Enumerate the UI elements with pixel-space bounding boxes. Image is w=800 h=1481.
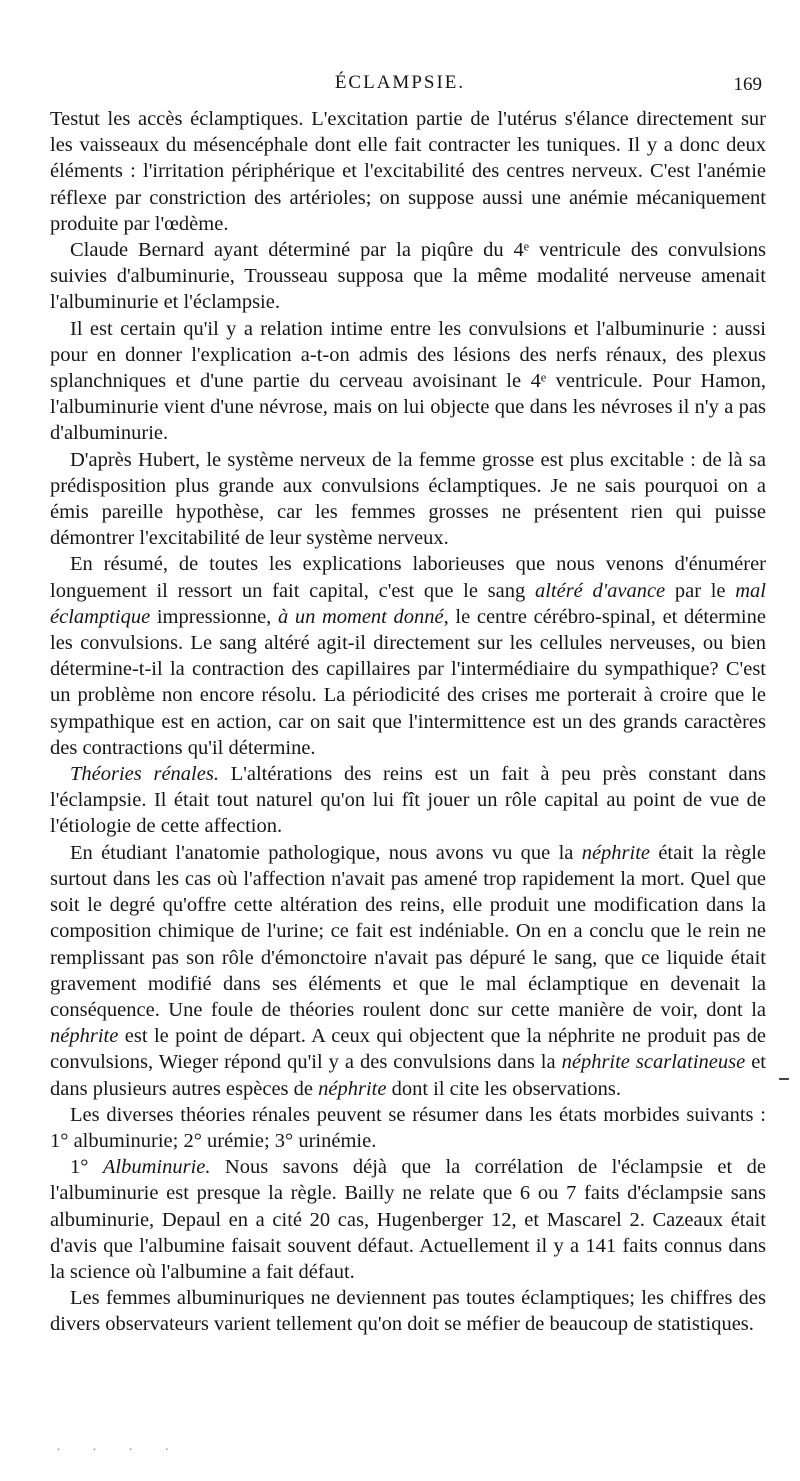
paragraph bbox=[50, 237, 766, 316]
italic-run: néphrite bbox=[318, 1077, 387, 1100]
text-run: , le centre cérébro-spinal, et détermine les convulsions. Le sang altéré agit-il directement sur les cellules nerveuses, ou bien détermine-t-il la contraction des capillaires par l'intermédiaire du sympathique? C'est un problème non encore résolu. La périodicité des crises me porterait à croire que le sympathique est en action, car on sait que l'intermittence est un des grands caractères des contractions qu'il détermine. bbox=[50, 605, 766, 759]
paragraph bbox=[50, 840, 766, 1102]
text-run: Testut les accès éclamptiques. L'excitation partie de l'utérus s'élance directement sur les vaisseaux du mésencéphale dont elle fait contracter les tuniques. Il y a donc deux éléments : l'irritation périphérique et l'excitabilité des centres nerveux. C'est l'anémie réflexe par constriction des artérioles; on suppose aussi une anémie mécaniquement produite par l'œdème. bbox=[50, 108, 766, 235]
paragraph bbox=[50, 316, 766, 447]
page-number: 169 bbox=[733, 74, 762, 95]
paragraph bbox=[50, 551, 766, 761]
text-run: Il est certain qu'il y a relation intime entre les convulsions et l'albuminurie : aussi pour en donner l'explication a-t-on admis des lésions des nerfs rénaux, des plexus splanchniques et d'une partie du cerveau avoisinant le 4ᵉ ventricule. Pour Hamon, l'albuminurie vient d'une névrose, mais on lui objecte que dans les névroses il n'y a pas d'albuminurie. bbox=[50, 317, 766, 445]
running-title: ÉCLAMPSIE. bbox=[334, 72, 466, 93]
paragraph bbox=[50, 106, 766, 237]
italic-run: à un moment donné bbox=[277, 605, 444, 628]
text-run: Claude Bernard ayant déterminé par la piqûre du 4ᵉ ventricule des convulsions suivies d'albuminurie, Trousseau supposa que la même modalité nerveuse amenait l'albuminurie et l'éclampsie. bbox=[50, 239, 766, 314]
text-run: impressionne, bbox=[150, 605, 278, 628]
italic-run: altéré d'avance bbox=[534, 579, 666, 602]
italic-run: néphrite scarlatineuse bbox=[561, 1051, 746, 1074]
body-text bbox=[50, 106, 766, 1338]
italic-run: mal éclamptique bbox=[50, 579, 766, 628]
paragraph bbox=[50, 1102, 766, 1154]
paragraph bbox=[50, 1154, 766, 1285]
margin-dash-mark bbox=[779, 1078, 789, 1080]
text-run: 1° bbox=[70, 1156, 103, 1179]
text-run: et dans plusieurs autres espèces de bbox=[50, 1051, 767, 1100]
italic-run: Théories rénales. bbox=[70, 763, 219, 786]
text-run: dont il cite les observations. bbox=[386, 1077, 622, 1100]
text-run: En résumé, de toutes les explications laborieuses que nous venons d'énumérer longuement il ressort un fait capital, c'est que le sang bbox=[50, 553, 766, 602]
text-run: D'après Hubert, le système nerveux de la femme grosse est plus excitable : de là sa prédisposition plus grande aux convulsions éclamptiques. Je ne sais pourquoi on a émis pareille hypothèse, car les femmes grosses ne présentent rien qui puisse démontrer l'excitabilité de leur système nerveux. bbox=[50, 448, 766, 550]
text-run: Les femmes albuminuriques ne deviennent pas toutes éclamptiques; les chiffres des divers observateurs varient tellement qu'on doit se méfier de beaucoup de statistiques. bbox=[50, 1287, 766, 1336]
text-run: En étudiant l'anatomie pathologique, nous avons vu que la bbox=[70, 841, 582, 864]
paragraph bbox=[50, 447, 766, 552]
text-run: était la règle surtout dans les cas où l'affection n'avait pas amené trop rapidement la mort. Quel que soit le degré qu'offre cette altération des reins, elle produit une modification dans la composition chimique de l'urine; ce fait est indéniable. On en a conclu que le rein ne remplissant pas son rôle d'émonctoire n'avait pas dépuré le sang, que ce liquide était gravement modifié dans ses éléments et que le mal éclamptique en devenait la conséquence. Une foule de théories roulent donc sur cette manière de voir, dont la bbox=[50, 841, 766, 1021]
italic-run: néphrite bbox=[581, 841, 651, 864]
paragraph bbox=[50, 761, 766, 840]
italic-run: néphrite bbox=[50, 1025, 119, 1048]
paragraph bbox=[50, 1285, 766, 1337]
text-run: L'altérations des reins est un fait à peu près constant dans l'éclampsie. Il était tout naturel qu'on lui fît jouer un rôle capital au point de vue de l'étiologie de cette affection. bbox=[50, 763, 766, 838]
text-run: par le bbox=[665, 579, 736, 602]
footer-marks: · · · · bbox=[56, 1443, 184, 1458]
text-run: Les diverses théories rénales peuvent se résumer dans les états morbides suivants : 1° albuminurie; 2° urémie; 3° urinémie. bbox=[50, 1103, 766, 1152]
italic-run: Albuminurie. bbox=[102, 1156, 211, 1179]
text-run: Nous savons déjà que la corrélation de l'éclampsie et de l'albuminurie est presque la règle. Bailly ne relate que 6 ou 7 faits d'éclampsie sans albuminurie, Depaul en a cité 20 cas, Hugenberger 12, et Mascarel 2. Cazeaux était d'avis que l'albumine faisait souvent défaut. Actuellement il y a 141 faits connus dans la science où l'albumine a fait défaut. bbox=[50, 1156, 766, 1283]
text-run: est le point de départ. A ceux qui objectent que la néphrite ne produit pas de convulsions, Wieger répond qu'il y a des convulsions dans la bbox=[50, 1025, 766, 1074]
